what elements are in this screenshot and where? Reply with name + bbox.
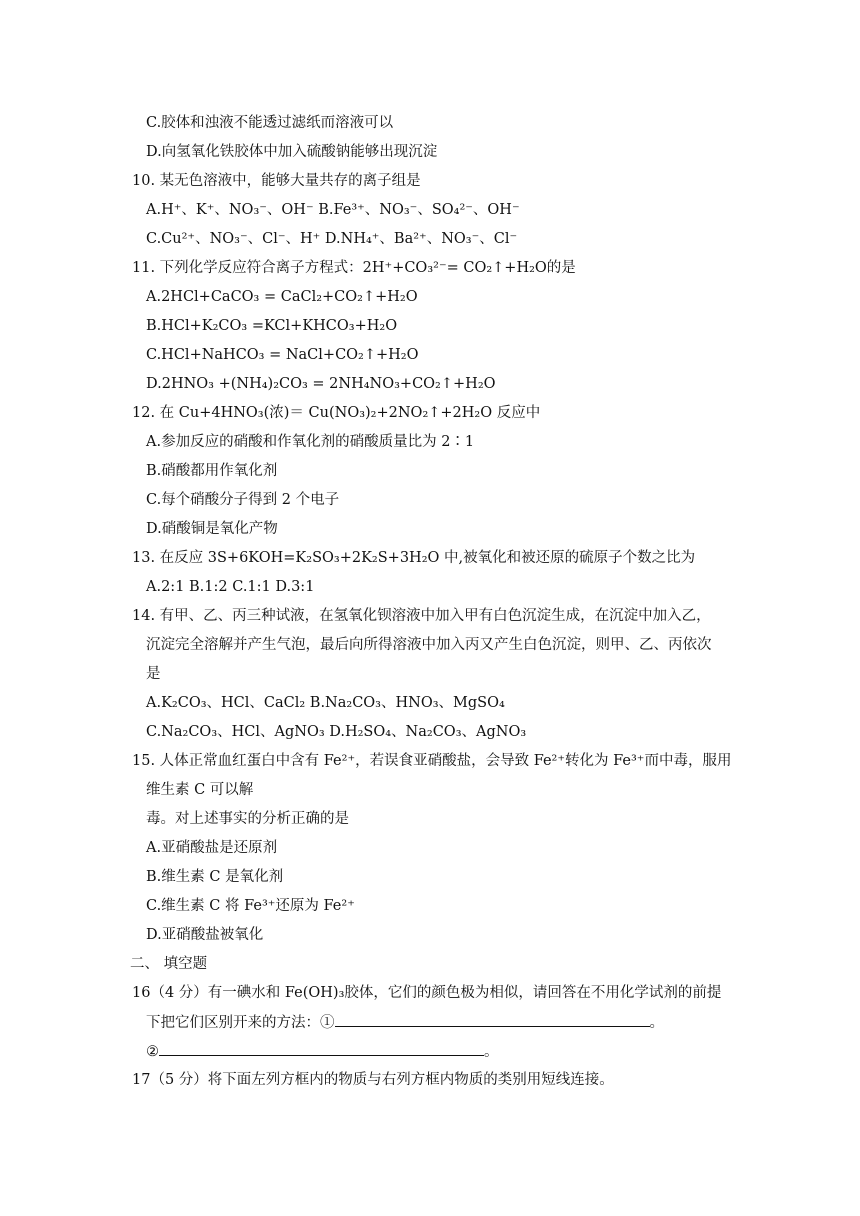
q15-option-c: C.维生素 C 将 Fe³⁺还原为 Fe²⁺ [146, 898, 355, 914]
q16-line3-end: 。 [484, 1044, 499, 1060]
q15-option-a: A.亚硝酸盐是还原剂 [146, 840, 278, 856]
q12-option-d: D.硝酸铜是氧化产物 [146, 521, 278, 537]
q11-option-b: B.HCl+K₂CO₃ =KCl+KHCO₃+H₂O [146, 318, 398, 334]
q16-line3 [146, 1041, 499, 1062]
section-heading-fill-in: 二、 填空题 [130, 956, 208, 972]
q15-option-b: B.维生素 C 是氧化剂 [146, 869, 284, 885]
q10-options-cd: C.Cu²⁺、NO₃⁻、Cl⁻、H⁺ D.NH₄⁺、Ba²⁺、NO₃⁻、Cl⁻ [146, 231, 518, 247]
q9-option-d: D.向氢氧化铁胶体中加入硫酸钠能够出现沉淀 [146, 144, 438, 160]
q13-options: A.2:1 B.1:2 C.1:1 D.3:1 [146, 579, 315, 595]
q14-stem-line2: 沉淀完全溶解并产生气泡，最后向所得溶液中加入丙又产生白色沉淀，则甲、乙、丙依次 [146, 637, 712, 653]
q15-stem-line3: 毒。对上述事实的分析正确的是 [146, 811, 349, 827]
q13-stem: 13. 在反应 3S+6KOH=K₂SO₃+2K₂S+3H₂O 中,被氧化和被还原的硫原子个数之比为 [132, 550, 696, 566]
q11-option-c: C.HCl+NaHCO₃ = NaCl+CO₂↑+H₂O [146, 347, 419, 363]
q14-options-ab: A.K₂CO₃、HCl、CaCl₂ B.Na₂CO₃、HNO₃、MgSO₄ [146, 695, 505, 711]
q10-options-ab: A.H⁺、K⁺、NO₃⁻、OH⁻ B.Fe³⁺、NO₃⁻、SO₄²⁻、OH⁻ [146, 202, 520, 218]
q12-option-c: C.每个硝酸分子得到 2 个电子 [146, 492, 340, 508]
q12-stem: 12. 在 Cu+4HNO₃(浓)＝ Cu(NO₃)₂+2NO₂↑+2H₂O 反应中 [132, 405, 541, 421]
q16-line2-end: 。 [649, 1015, 664, 1031]
q14-options-cd: C.Na₂CO₃、HCl、AgNO₃ D.H₂SO₄、Na₂CO₃、AgNO₃ [146, 724, 527, 740]
q14-stem-line1: 14. 有甲、乙、丙三种试液，在氢氧化钡溶液中加入甲有白色沉淀生成，在沉淀中加入乙， [132, 608, 711, 624]
q15-stem-line1: 15. 人体正常血红蛋白中含有 Fe²⁺，若误食亚硝酸盐，会导致 Fe²⁺转化为 Fe³⁺而中毒，服用 [132, 753, 732, 769]
q16-line2 [146, 1012, 664, 1033]
q11-option-d: D.2HNO₃ +(NH₄)₂CO₃ = 2NH₄NO₃+CO₂↑+H₂O [146, 376, 496, 392]
q9-option-c: C.胶体和浊液不能透过滤纸而溶液可以 [146, 115, 394, 131]
q12-option-b: B.硝酸都用作氧化剂 [146, 463, 278, 479]
answer-blank-1[interactable] [335, 1012, 650, 1027]
q17-stem: 17（5 分）将下面左列方框内的物质与右列方框内物质的类别用短线连接。 [132, 1072, 614, 1088]
q15-option-d: D.亚硝酸盐被氧化 [146, 927, 264, 943]
q16-method-2-label: ② [146, 1044, 159, 1060]
q11-option-a: A.2HCl+CaCO₃ = CaCl₂+CO₂↑+H₂O [146, 289, 418, 305]
q14-stem-line3: 是 [146, 666, 161, 682]
q16-method-1-label: 下把它们区别开来的方法：① [146, 1015, 335, 1031]
answer-blank-2[interactable] [159, 1041, 484, 1056]
q15-stem-line2: 维生素 C 可以解 [146, 782, 254, 798]
q11-stem: 11. 下列化学反应符合离子方程式：2H⁺+CO₃²⁻= CO₂↑+H₂O的是 [132, 260, 576, 276]
q16-stem: 16（4 分）有一碘水和 Fe(OH)₃胶体，它们的颜色极为相似，请回答在不用化学试剂的前提 [132, 985, 722, 1001]
q10-stem: 10. 某无色溶液中，能够大量共存的离子组是 [132, 173, 421, 189]
q12-option-a: A.参加反应的硝酸和作氧化剂的硝酸质量比为 2∶1 [146, 434, 475, 450]
